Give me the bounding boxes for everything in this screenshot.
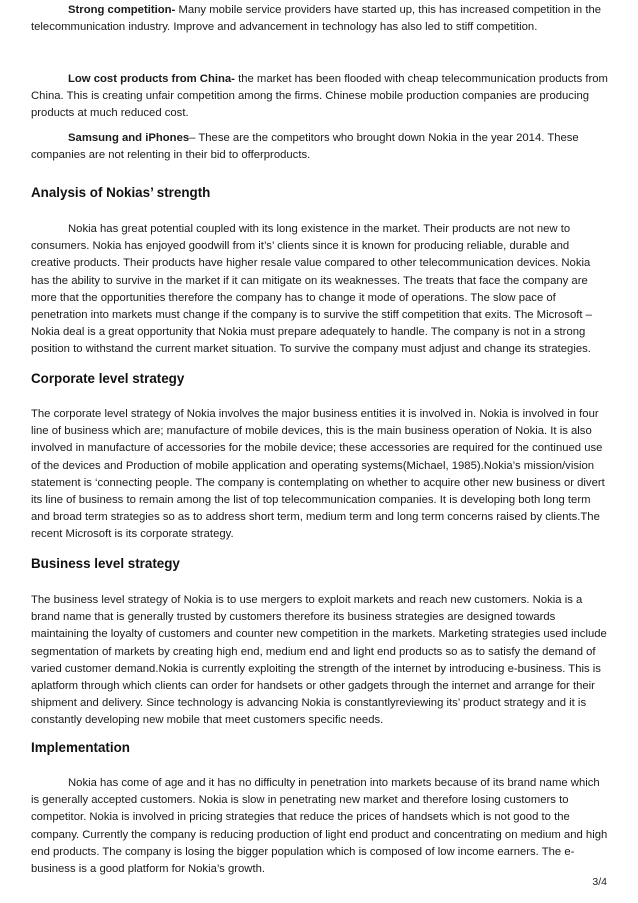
page-number: 3/4 [592, 876, 607, 888]
business-heading: Business level strategy [31, 556, 180, 571]
strong-competition-paragraph [31, 2, 609, 36]
strength-paragraph: Nokia has great potential coupled with its long existence in the market. Their products are not new to consumers. Nokia has enjoyed goodwill from it’s’ clients since it is known for producing reliable, durable and creative products. Their products have higher resale value compared to other telecommunication devices. Nokia has the ability to survive in the market if it can mitigate on its weaknesses. The treats that face the company are more that the opportunities therefore the company has to change it mode of operations. The slow pace of penetration into markets must change if the company is to survive the stiff competition that exits. The Microsoft – Nokia deal is a great opportunity that Nokia must prepare adequately to handle. The company is not in a strong position to withstand the current market situation. To survive the company must adjust and change its strategies. [31, 223, 592, 356]
china-products-label: Low cost products from China- [68, 73, 235, 85]
implementation-paragraph: Nokia has come of age and it has no difficulty in penetration into markets because of its brand name which is generally accepted customers. Nokia is slow in penetrating new market and therefore losing customers to competitor. Nokia is involved in pricing strategies that reduce the prices of handsets which is not good to the company. Currently the company is reducing production of light end product and concentrating on medium and high end products. The company is losing the bigger population which is composed of low income earners. The e-business is a good platform for Nokia’s growth. [31, 777, 608, 876]
samsung-iphones-paragraph [31, 130, 609, 164]
strong-competition-label: Strong competition- [68, 4, 176, 16]
business-paragraph: The business level strategy of Nokia is to use mergers to exploit markets and reach new customers. Nokia is a brand name that is generally trusted by customers therefore its business strategies are designed towards maintaining the loyalty of customers and counter new competition in the markets. Marketing strategies used include segmentation of markets by creating high end, medium end and light end products so as to satisfy the demand of varied customer demand.Nokia is currently exploiting the strength of the internet by introducing e-business. This is aplatform through which clients can order for handsets or other gadgets through the internet and arrange for their shipment and delivery. Since technology is advancing Nokia is constantlyreviewing its’ product strategy and it is constantly developing new mobile that meet customers specific needs. [31, 594, 607, 727]
china-products-text: the market has been flooded with cheap telecommunication products from China. This is creating unfair competition among the firms. Chinese mobile production companies are producing products at much reduced cost. [31, 73, 608, 120]
corporate-heading: Corporate level strategy [31, 371, 185, 386]
samsung-iphones-label: Samsung and iPhones [68, 132, 190, 144]
implementation-heading: Implementation [31, 740, 130, 755]
strong-competition-text: Many mobile service providers have started up, this has increased competition in the telecommunication industry. Improve and advancement in technology has also led to stiff competition. [31, 4, 602, 34]
corporate-paragraph: The corporate level strategy of Nokia involves the major business entities it is involved in. Nokia is involved in four line of business which are; manufacture of mobile devices, this is the main business operation of Nokia. It is also involved in manufacture of accessories for the mobile device; these accessories are required for the continued use of the devices and Production of mobile application and operating systems(Michael, 1985).Nokia’s mission/vision statement is ‘connecting people. The company is contemplating on whether to acquire other new business or divert its line of business to remain among the list of top telecommunication companies. It is developing both long term and broad term strategies so as to address short term, medium term and long term concerns raised by clients.The recent Microsoft is its corporate strategy. [31, 408, 605, 541]
china-products-paragraph [31, 71, 609, 123]
samsung-iphones-text: – These are the competitors who brought down Nokia in the year 2014. These companies are not relenting in their bid to offerproducts. [31, 132, 579, 162]
strength-heading: Analysis of Nokias’ strength [31, 185, 211, 200]
